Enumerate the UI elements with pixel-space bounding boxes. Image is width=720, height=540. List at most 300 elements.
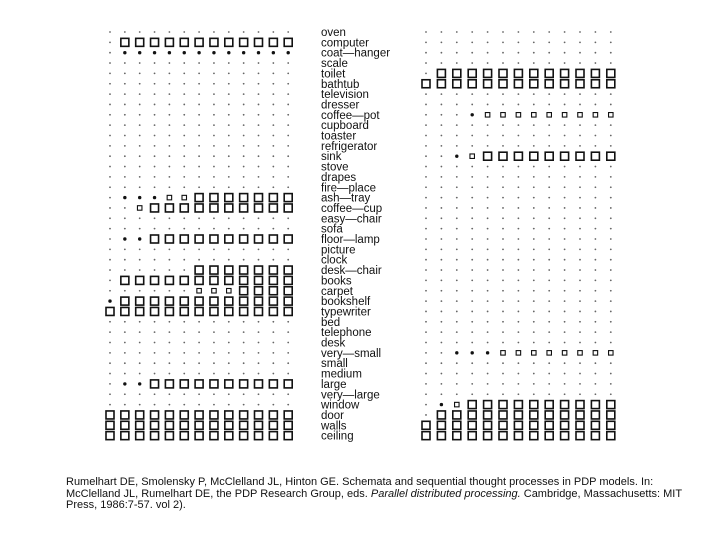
matrix-cell bbox=[548, 124, 550, 126]
matrix-cell bbox=[533, 259, 535, 261]
matrix-cell bbox=[240, 266, 248, 274]
matrix-cell bbox=[502, 342, 504, 344]
matrix-cell bbox=[258, 362, 260, 364]
matrix-cell bbox=[243, 259, 245, 261]
matrix-cell bbox=[284, 297, 292, 305]
matrix-cell bbox=[502, 362, 504, 364]
matrix-cell bbox=[195, 307, 203, 315]
matrix-cell bbox=[139, 362, 141, 364]
matrix-cell bbox=[124, 186, 126, 188]
matrix-cell bbox=[456, 362, 458, 364]
matrix-cell bbox=[576, 432, 584, 440]
matrix-cell bbox=[487, 145, 489, 147]
matrix-cell bbox=[169, 73, 171, 75]
matrix-cell bbox=[169, 155, 171, 157]
matrix-cell bbox=[579, 342, 581, 344]
matrix-cell bbox=[533, 362, 535, 364]
matrix-cell bbox=[518, 228, 520, 230]
matrix-cell bbox=[441, 373, 443, 375]
matrix-cell bbox=[195, 266, 203, 274]
matrix-cell bbox=[595, 52, 597, 54]
matrix-cell bbox=[180, 411, 188, 419]
matrix-cell bbox=[548, 166, 550, 168]
matrix-cell bbox=[610, 238, 612, 240]
matrix-cell bbox=[437, 69, 445, 77]
matrix-cell bbox=[243, 155, 245, 157]
matrix-cell bbox=[287, 186, 289, 188]
matrix-cell bbox=[561, 80, 569, 88]
matrix-cell bbox=[456, 269, 458, 271]
matrix-cell bbox=[139, 404, 141, 406]
matrix-cell bbox=[456, 93, 458, 95]
matrix-cell bbox=[165, 38, 173, 46]
matrix-cell bbox=[487, 373, 489, 375]
matrix-cell bbox=[595, 166, 597, 168]
matrix-cell bbox=[595, 62, 597, 64]
matrix-cell bbox=[610, 248, 612, 250]
matrix-cell bbox=[533, 176, 535, 178]
matrix-cell bbox=[243, 114, 245, 116]
matrix-cell bbox=[518, 393, 520, 395]
matrix-cell bbox=[518, 93, 520, 95]
matrix-cell bbox=[607, 80, 615, 88]
matrix-cell bbox=[514, 401, 522, 409]
matrix-cell bbox=[548, 52, 550, 54]
matrix-cell bbox=[258, 352, 260, 354]
matrix-cell bbox=[425, 207, 427, 209]
matrix-cell bbox=[255, 307, 263, 315]
matrix-cell bbox=[591, 152, 599, 160]
matrix-cell bbox=[502, 300, 504, 302]
matrix-cell bbox=[272, 331, 274, 333]
matrix-cell bbox=[154, 362, 156, 364]
matrix-cell bbox=[124, 342, 126, 344]
matrix-cell bbox=[561, 421, 569, 429]
matrix-cell bbox=[456, 311, 458, 313]
matrix-cell bbox=[228, 217, 230, 219]
matrix-cell bbox=[579, 31, 581, 33]
matrix-cell bbox=[213, 259, 215, 261]
matrix-cell bbox=[456, 145, 458, 147]
matrix-cell bbox=[151, 307, 159, 315]
matrix-cell bbox=[441, 145, 443, 147]
matrix-cell bbox=[272, 342, 274, 344]
matrix-cell bbox=[169, 290, 171, 292]
matrix-cell bbox=[258, 217, 260, 219]
matrix-cell bbox=[213, 166, 215, 168]
matrix-cell bbox=[243, 331, 245, 333]
matrix-cell bbox=[225, 421, 233, 429]
matrix-cell bbox=[258, 73, 260, 75]
matrix-cell bbox=[610, 228, 612, 230]
matrix-cell bbox=[484, 69, 492, 77]
matrix-cell bbox=[456, 41, 458, 43]
matrix-cell bbox=[243, 124, 245, 126]
matrix-cell bbox=[607, 421, 615, 429]
matrix-cell bbox=[195, 276, 203, 284]
matrix-cell bbox=[487, 228, 489, 230]
matrix-cell bbox=[243, 176, 245, 178]
matrix-cell bbox=[591, 411, 599, 419]
matrix-cell bbox=[425, 186, 427, 188]
matrix-cell bbox=[213, 155, 215, 157]
matrix-cell bbox=[609, 113, 614, 118]
matrix-cell bbox=[139, 217, 141, 219]
matrix-cell bbox=[518, 311, 520, 313]
matrix-cell bbox=[456, 62, 458, 64]
matrix-cell bbox=[284, 380, 292, 388]
matrix-cell bbox=[197, 51, 200, 54]
matrix-cell bbox=[139, 290, 141, 292]
matrix-cell bbox=[109, 331, 111, 333]
matrix-cell bbox=[137, 206, 142, 211]
matrix-cell bbox=[243, 228, 245, 230]
matrix-cell bbox=[255, 276, 263, 284]
matrix-cell bbox=[456, 290, 458, 292]
matrix-cell bbox=[183, 259, 185, 261]
matrix-cell bbox=[548, 269, 550, 271]
matrix-cell bbox=[610, 176, 612, 178]
matrix-cell bbox=[518, 41, 520, 43]
matrix-cell bbox=[198, 83, 200, 85]
matrix-cell bbox=[502, 124, 504, 126]
matrix-cell bbox=[437, 411, 445, 419]
matrix-cell bbox=[124, 31, 126, 33]
matrix-cell bbox=[533, 135, 535, 137]
matrix-cell bbox=[516, 113, 521, 118]
feature-label: sink bbox=[321, 151, 342, 164]
matrix-cell bbox=[471, 259, 473, 261]
matrix-cell bbox=[441, 104, 443, 106]
matrix-cell bbox=[154, 269, 156, 271]
matrix-cell bbox=[109, 197, 111, 199]
matrix-cell bbox=[548, 238, 550, 240]
matrix-cell bbox=[518, 176, 520, 178]
matrix-cell bbox=[610, 300, 612, 302]
matrix-cell bbox=[487, 186, 489, 188]
matrix-cell bbox=[471, 41, 473, 43]
matrix-cell bbox=[210, 38, 218, 46]
matrix-cell bbox=[198, 135, 200, 137]
matrix-cell bbox=[255, 380, 263, 388]
matrix-cell bbox=[610, 331, 612, 333]
matrix-cell bbox=[165, 432, 173, 440]
matrix-cell bbox=[139, 104, 141, 106]
matrix-cell bbox=[518, 186, 520, 188]
matrix-cell bbox=[502, 238, 504, 240]
matrix-cell bbox=[579, 269, 581, 271]
matrix-cell bbox=[106, 411, 114, 419]
matrix-cell bbox=[425, 73, 427, 75]
matrix-cell bbox=[269, 307, 277, 315]
matrix-cell bbox=[471, 145, 473, 147]
matrix-cell bbox=[272, 166, 274, 168]
matrix-cell bbox=[607, 411, 615, 419]
matrix-cell bbox=[109, 52, 111, 54]
matrix-cell bbox=[151, 380, 159, 388]
feature-label: refrigerator bbox=[321, 140, 378, 153]
matrix-cell bbox=[468, 69, 476, 77]
matrix-cell bbox=[576, 69, 584, 77]
matrix-cell bbox=[591, 421, 599, 429]
matrix-cell bbox=[610, 290, 612, 292]
feature-label: easy—chair bbox=[321, 213, 382, 226]
matrix-cell bbox=[502, 393, 504, 395]
matrix-cell bbox=[487, 93, 489, 95]
matrix-cell bbox=[287, 259, 289, 261]
matrix-cell bbox=[456, 114, 458, 116]
matrix-cell bbox=[272, 373, 274, 375]
matrix-cell bbox=[548, 280, 550, 282]
matrix-cell bbox=[154, 166, 156, 168]
matrix-cell bbox=[502, 207, 504, 209]
matrix-cell bbox=[595, 311, 597, 313]
matrix-cell bbox=[139, 259, 141, 261]
matrix-cell bbox=[169, 269, 171, 271]
matrix-cell bbox=[287, 114, 289, 116]
matrix-cell bbox=[591, 432, 599, 440]
matrix-cell bbox=[591, 80, 599, 88]
matrix-cell bbox=[610, 259, 612, 261]
matrix-cell bbox=[533, 248, 535, 250]
matrix-cell bbox=[533, 228, 535, 230]
matrix-cell bbox=[121, 38, 129, 46]
matrix-cell bbox=[272, 62, 274, 64]
matrix-cell bbox=[183, 93, 185, 95]
matrix-cell bbox=[272, 186, 274, 188]
matrix-cell bbox=[487, 238, 489, 240]
matrix-cell bbox=[456, 342, 458, 344]
matrix-cell bbox=[109, 135, 111, 137]
matrix-cell bbox=[471, 52, 473, 54]
matrix-cell bbox=[138, 51, 141, 54]
matrix-cell bbox=[198, 259, 200, 261]
matrix-cell bbox=[109, 269, 111, 271]
matrix-cell bbox=[136, 38, 144, 46]
matrix-cell bbox=[437, 432, 445, 440]
matrix-cell bbox=[151, 411, 159, 419]
matrix-cell bbox=[548, 248, 550, 250]
matrix-cell bbox=[287, 145, 289, 147]
matrix-cell bbox=[258, 228, 260, 230]
matrix-cell bbox=[272, 176, 274, 178]
matrix-cell bbox=[564, 331, 566, 333]
matrix-cell bbox=[154, 135, 156, 137]
matrix-cell bbox=[561, 69, 569, 77]
matrix-cell bbox=[533, 383, 535, 385]
matrix-cell bbox=[530, 421, 538, 429]
matrix-cell bbox=[225, 411, 233, 419]
matrix-cell bbox=[564, 166, 566, 168]
matrix-cell bbox=[287, 362, 289, 364]
matrix-cell bbox=[210, 380, 218, 388]
matrix-cell bbox=[579, 217, 581, 219]
matrix-cell bbox=[607, 432, 615, 440]
matrix-cell bbox=[425, 197, 427, 199]
matrix-cell bbox=[287, 124, 289, 126]
matrix-cell bbox=[501, 113, 506, 118]
matrix-cell bbox=[124, 166, 126, 168]
matrix-cell bbox=[484, 421, 492, 429]
matrix-cell bbox=[210, 204, 218, 212]
matrix-cell bbox=[228, 186, 230, 188]
matrix-cell bbox=[548, 290, 550, 292]
matrix-cell bbox=[272, 135, 274, 137]
feature-label: telephone bbox=[321, 327, 372, 340]
matrix-cell bbox=[425, 166, 427, 168]
matrix-cell bbox=[154, 145, 156, 147]
matrix-cell bbox=[593, 113, 598, 118]
matrix-cell bbox=[197, 289, 202, 294]
matrix-cell bbox=[287, 352, 289, 354]
matrix-cell bbox=[169, 93, 171, 95]
matrix-cell bbox=[213, 321, 215, 323]
matrix-cell bbox=[255, 266, 263, 274]
matrix-cell bbox=[154, 31, 156, 33]
matrix-cell bbox=[579, 373, 581, 375]
matrix-cell bbox=[139, 145, 141, 147]
matrix-cell bbox=[471, 311, 473, 313]
matrix-cell bbox=[109, 228, 111, 230]
matrix-cell bbox=[169, 135, 171, 137]
matrix-cell bbox=[441, 321, 443, 323]
matrix-cell bbox=[287, 393, 289, 395]
matrix-cell bbox=[228, 124, 230, 126]
matrix-cell bbox=[533, 145, 535, 147]
matrix-cell bbox=[210, 235, 218, 243]
left-matrix bbox=[106, 31, 292, 440]
matrix-cell bbox=[579, 197, 581, 199]
matrix-cell bbox=[198, 393, 200, 395]
matrix-cell bbox=[228, 352, 230, 354]
matrix-cell bbox=[502, 311, 504, 313]
matrix-cell bbox=[548, 300, 550, 302]
matrix-cell bbox=[502, 259, 504, 261]
matrix-cell bbox=[487, 259, 489, 261]
matrix-cell bbox=[564, 124, 566, 126]
matrix-cell bbox=[425, 176, 427, 178]
matrix-cell bbox=[453, 421, 461, 429]
matrix-cell bbox=[422, 80, 430, 88]
matrix-cell bbox=[198, 155, 200, 157]
matrix-cell bbox=[258, 373, 260, 375]
matrix-cell bbox=[258, 248, 260, 250]
matrix-cell bbox=[180, 297, 188, 305]
matrix-cell bbox=[533, 290, 535, 292]
matrix-cell bbox=[595, 362, 597, 364]
matrix-cell bbox=[579, 62, 581, 64]
matrix-cell bbox=[425, 228, 427, 230]
matrix-cell bbox=[272, 51, 275, 54]
matrix-cell bbox=[151, 204, 159, 212]
matrix-cell bbox=[240, 204, 248, 212]
matrix-cell bbox=[183, 228, 185, 230]
matrix-cell bbox=[284, 287, 292, 295]
matrix-cell bbox=[564, 228, 566, 230]
matrix-cell bbox=[471, 217, 473, 219]
matrix-cell bbox=[198, 404, 200, 406]
matrix-cell bbox=[487, 217, 489, 219]
matrix-cell bbox=[154, 290, 156, 292]
matrix-cell bbox=[548, 383, 550, 385]
matrix-cell bbox=[109, 31, 111, 33]
matrix-cell bbox=[499, 69, 507, 77]
matrix-cell bbox=[154, 228, 156, 230]
matrix-cell bbox=[210, 421, 218, 429]
feature-label: very—small bbox=[321, 347, 382, 360]
matrix-cell bbox=[243, 104, 245, 106]
matrix-cell bbox=[610, 52, 612, 54]
matrix-cell bbox=[240, 380, 248, 388]
matrix-cell bbox=[518, 197, 520, 199]
matrix-cell bbox=[154, 114, 156, 116]
matrix-cell bbox=[564, 176, 566, 178]
matrix-cell bbox=[499, 432, 507, 440]
matrix-cell bbox=[441, 393, 443, 395]
matrix-cell bbox=[441, 135, 443, 137]
matrix-cell bbox=[153, 51, 156, 54]
matrix-cell bbox=[471, 135, 473, 137]
matrix-cell bbox=[425, 383, 427, 385]
matrix-cell bbox=[595, 41, 597, 43]
matrix-cell bbox=[564, 145, 566, 147]
matrix-cell bbox=[468, 411, 476, 419]
matrix-cell bbox=[579, 52, 581, 54]
matrix-cell bbox=[610, 135, 612, 137]
matrix-cell bbox=[518, 145, 520, 147]
matrix-cell bbox=[579, 176, 581, 178]
matrix-cell bbox=[169, 104, 171, 106]
matrix-cell bbox=[255, 297, 263, 305]
matrix-cell bbox=[441, 124, 443, 126]
matrix-cell bbox=[180, 307, 188, 315]
matrix-cell bbox=[545, 421, 553, 429]
matrix-cell bbox=[106, 432, 114, 440]
matrix-cell bbox=[548, 197, 550, 199]
matrix-cell bbox=[243, 373, 245, 375]
feature-label: typewriter bbox=[321, 306, 371, 319]
matrix-cell bbox=[441, 228, 443, 230]
matrix-cell bbox=[595, 300, 597, 302]
matrix-cell bbox=[269, 287, 277, 295]
matrix-cell bbox=[456, 31, 458, 33]
matrix-cell bbox=[595, 238, 597, 240]
matrix-cell bbox=[154, 373, 156, 375]
matrix-cell bbox=[272, 73, 274, 75]
feature-label: window bbox=[321, 399, 360, 412]
matrix-cell bbox=[109, 93, 111, 95]
matrix-cell bbox=[487, 135, 489, 137]
matrix-cell bbox=[284, 235, 292, 243]
matrix-cell bbox=[441, 280, 443, 282]
matrix-cell bbox=[195, 432, 203, 440]
matrix-cell bbox=[210, 411, 218, 419]
feature-label: carpet bbox=[321, 285, 353, 298]
matrix-cell bbox=[595, 31, 597, 33]
matrix-cell bbox=[151, 421, 159, 429]
matrix-cell bbox=[180, 421, 188, 429]
matrix-cell bbox=[213, 135, 215, 137]
matrix-cell bbox=[109, 238, 111, 240]
matrix-cell bbox=[124, 352, 126, 354]
matrix-cell bbox=[243, 352, 245, 354]
matrix-cell bbox=[595, 93, 597, 95]
matrix-cell bbox=[441, 114, 443, 116]
matrix-cell bbox=[564, 31, 566, 33]
matrix-cell bbox=[533, 280, 535, 282]
matrix-cell bbox=[228, 393, 230, 395]
matrix-cell bbox=[502, 145, 504, 147]
